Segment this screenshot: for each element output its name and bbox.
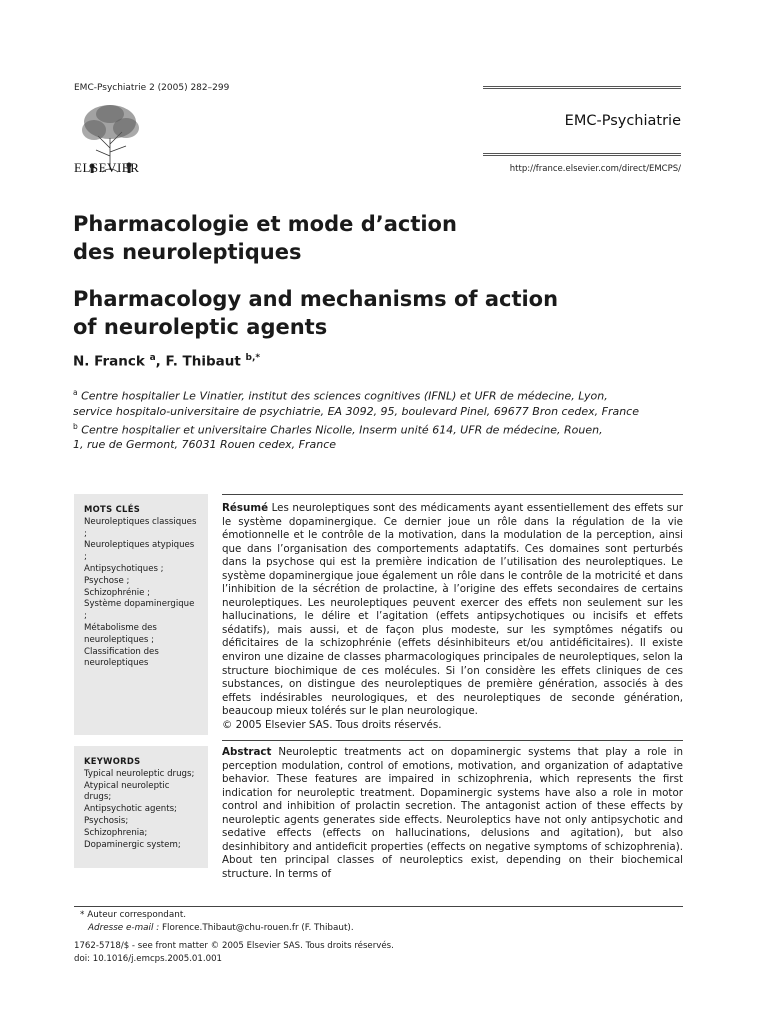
journal-name: EMC-Psychiatrie bbox=[564, 113, 681, 129]
journal-rule-top bbox=[483, 86, 681, 89]
english-title-line2: of neuroleptic agents bbox=[73, 315, 328, 339]
keyword-item: Système dopaminergique ; bbox=[84, 599, 195, 622]
affiliation-label: a bbox=[73, 388, 78, 397]
author-name: F. Thibaut bbox=[165, 353, 241, 370]
email-address[interactable]: Florence.Thibaut@chu-rouen.fr (F. Thibaut). bbox=[159, 922, 354, 933]
author-list bbox=[73, 353, 260, 370]
author-name: N. Franck bbox=[73, 353, 145, 370]
keywords-en-heading: KEYWORDS bbox=[84, 756, 141, 766]
keyword-item: Psychosis; bbox=[84, 815, 129, 826]
keyword-item: Antipsychotic agents; bbox=[84, 804, 177, 815]
abstract-rule-top bbox=[222, 494, 683, 495]
resume-copyright: © 2005 Elsevier SAS. Tous droits réservés. bbox=[222, 718, 442, 731]
journal-citation: EMC-Psychiatrie 2 (2005) 282–299 bbox=[74, 83, 230, 93]
keyword-item: Neuroleptiques classiques ; bbox=[84, 516, 197, 539]
affiliation-label: b bbox=[73, 421, 78, 431]
french-title-line1: Pharmacologie et mode d’action bbox=[73, 212, 457, 236]
resume-text: Les neuroleptiques sont des médicaments ayant essentiellement des effets sur le système dopaminergique. Ce dernier joue un rôle dans la régulation de la vie émotionnelle et le contrôle de la motivation, dans la modulation de la perception, ainsi que dans l’organisation des comportements adaptatifs. Ces domaines sont perturbés dans la psychose qui est la première indication de l’utilisation des neuroleptiques. Le système dopaminergique joue également un rôle dans le contrôle de la motricité et dans l’inhibition de la sécrétion de prolactine, à l’origine des effets secondaires de certains neuroleptiques. Les neuroleptiques peuvent exercer des effets non seulement sur les hallucinations, le délire et l’agitation (effets antipsychotiques ou incisifs et effets sédatifs), mais aussi, et de façon plus modeste, sur les symptômes négatifs ou déficitaires de la schizophrénie (effets désinhibiteurs et/ou antidéficitaires). Il existe environ une dizaine de classes pharmacologiques principales de neuroleptiques, selon la structure biochimique de ces molécules. Si l’on considère les effets cliniques de ces substances, on distingue des neuroleptiques de première génération, associés à des effets indésirables neurologiques, et des neuroleptiques de seconde génération, beaucoup mieux tolérés sur le plan neurologique. bbox=[222, 502, 683, 718]
abstract-text: Neuroleptic treatments act on dopaminergic systems that play a role in perception modulation, control of emotions, motivation, and organization of adaptative behavior. These features are impaired in schizophrenia, which represents the first indication for neuroleptic treatment. Dopaminergic systems have also a role in motor control and inhibition of prolactin secretion. The antagonist action of these effects by neuroleptic agents generates side effects. Neuroleptics have not only antipsychotic and sedative effects (effects on hallucinations, delusions and agitation), but also desinhibitory and antideficit properties (effects on negative symptoms of schizophrenia). About ten principal classes of neuroleptics exist, depending on their biochemical structure. In terms of bbox=[222, 746, 683, 880]
english-title-line1: Pharmacology and mechanisms of action bbox=[73, 287, 559, 311]
publication-info bbox=[74, 940, 394, 965]
author-separator: , bbox=[155, 353, 166, 370]
keyword-item: Classification des neuroleptiques bbox=[84, 646, 159, 669]
author-affiliation-mark: a bbox=[149, 353, 156, 363]
keyword-item: Antipsychotiques ; bbox=[84, 563, 164, 574]
affiliation-text: Centre hospitalier Le Vinatier, institut des sciences cognitives (IFNL) et UFR de médecine, Lyon, bbox=[81, 389, 608, 403]
abstract-paragraph bbox=[222, 746, 683, 880]
french-title-line2: des neuroleptiques bbox=[73, 240, 302, 264]
issn-line: 1762-5718/$ - see front matter © 2005 Elsevier SAS. Tous droits réservés. bbox=[74, 941, 394, 951]
keyword-item: Atypical neuroleptic drugs; bbox=[84, 780, 170, 803]
resume-label: Résumé bbox=[222, 502, 269, 514]
journal-url-link[interactable]: http://france.elsevier.com/direct/EMCPS/ bbox=[509, 164, 681, 174]
affiliation-a-line2: service hospitalo-universitaire de psychiatrie, EA 3092, 95, boulevard Pinel, 69677 Bron cedex, France bbox=[73, 404, 639, 418]
keyword-item: Dopaminergic system; bbox=[84, 839, 181, 850]
keyword-item: Psychose ; bbox=[84, 575, 130, 586]
corresponding-author-note: * Auteur correspondant. bbox=[80, 910, 187, 920]
keyword-item: Typical neuroleptic drugs; bbox=[84, 768, 195, 779]
journal-rule-bottom bbox=[483, 153, 681, 156]
keyword-item: Neuroleptiques atypiques ; bbox=[84, 540, 195, 563]
footnote bbox=[80, 909, 354, 934]
abstract-label: Abstract bbox=[222, 746, 272, 758]
elsevier-wordmark: ELSEVIER bbox=[74, 160, 140, 175]
footnote-rule bbox=[74, 906, 683, 907]
affiliation-text: Centre hospitalier et universitaire Charles Nicolle, Inserm unité 614, UFR de médecine, Rouen, bbox=[81, 423, 603, 437]
affiliation-b-line1 bbox=[73, 419, 683, 438]
french-title bbox=[73, 210, 633, 266]
affiliations bbox=[73, 385, 683, 452]
keyword-item: Schizophrenia; bbox=[84, 827, 148, 838]
keywords-en-box bbox=[74, 746, 208, 868]
doi-line[interactable]: doi: 10.1016/j.emcps.2005.01.001 bbox=[74, 953, 222, 964]
keywords-fr-heading: MOTS CLÉS bbox=[84, 504, 141, 514]
affiliation-a-line1 bbox=[73, 385, 683, 404]
abstract-rule-middle bbox=[222, 740, 683, 741]
resume-paragraph bbox=[222, 502, 683, 732]
keyword-item: Schizophrénie ; bbox=[84, 587, 151, 598]
email-label: Adresse e-mail : bbox=[88, 922, 160, 933]
affiliation-b-line2: 1, rue de Germont, 76031 Rouen cedex, France bbox=[73, 438, 337, 452]
english-title bbox=[73, 285, 633, 341]
keywords-fr-box bbox=[74, 494, 208, 735]
keyword-item: Métabolisme des neuroleptiques ; bbox=[84, 622, 157, 645]
author-affiliation-mark: b,* bbox=[245, 353, 261, 363]
